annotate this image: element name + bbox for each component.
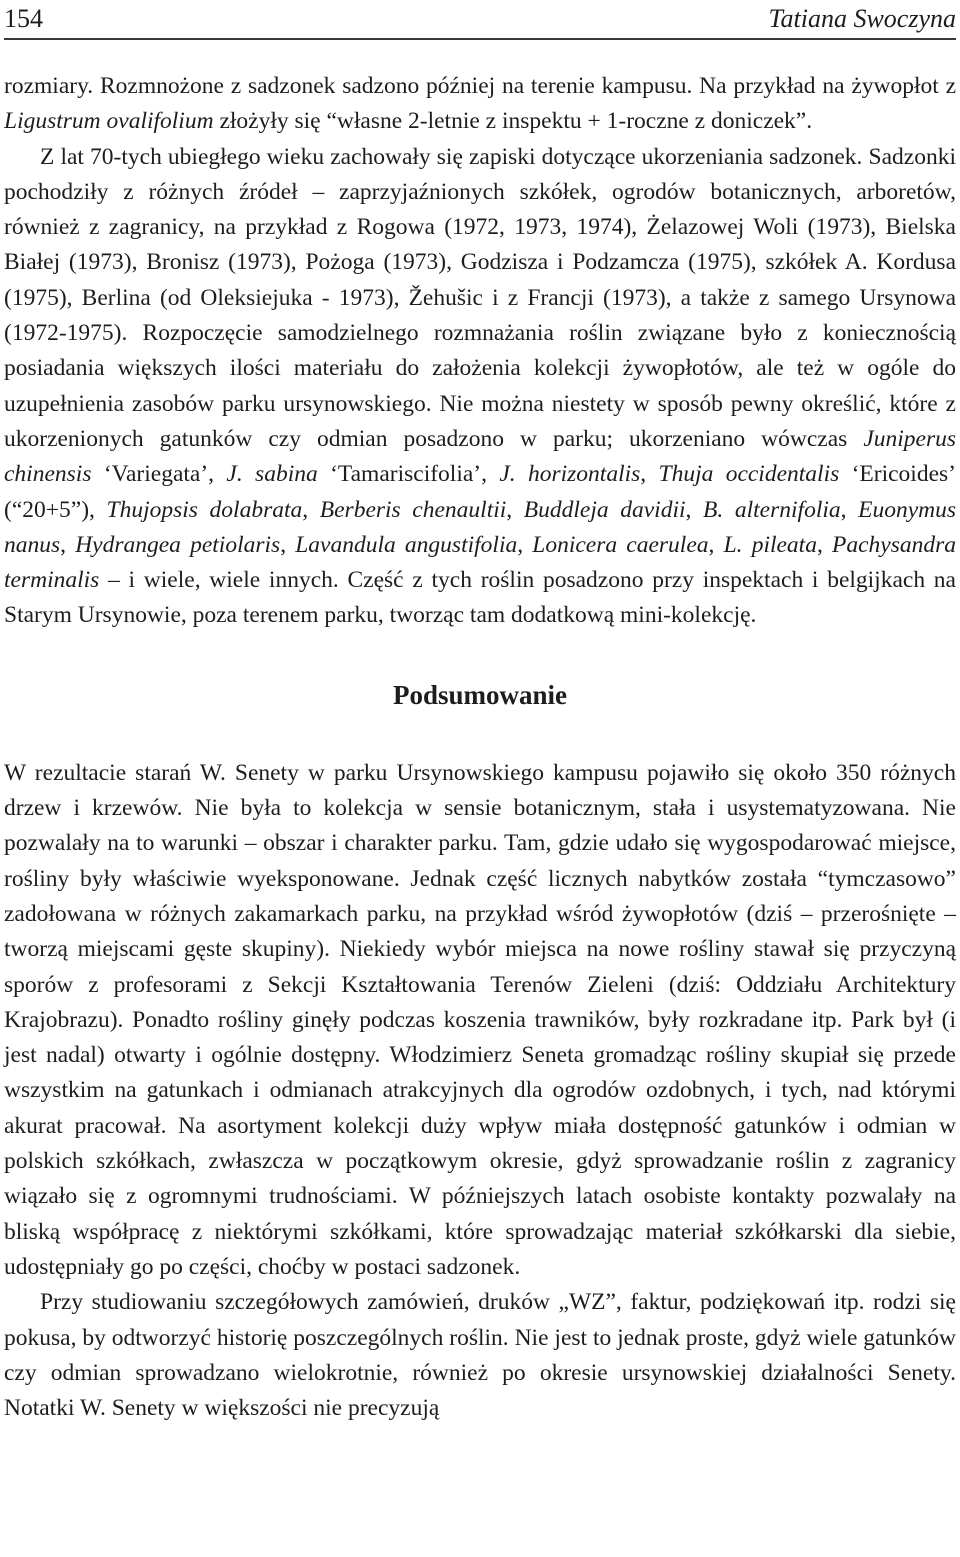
species-name: Berberis chenaultii [319,496,507,523]
body-text [4,69,956,1426]
paragraph: W rezultacie starań W. Senety w parku Ursynowskiego kampusu pojawiło się około 350 różnych drzew i krzewów. Nie była to kolekcja w sensie botanicznym, stała i usystematyzowana. Nie pozwalały na to warunki – obszar i charakter parku. Tam, gdzie udało się wygospodarować miejsce, rośliny były właściwie wyeksponowane. Jednak część licznych nabytków została “tymczasowo” zadołowana w różnych zakamarkach parku, na przykład wśród żywopłotów (dziś – przerośnięte – tworzą miejscami gęste skupiny). Niekiedy wybór miejsca na nowe rośliny stawał się przyczyną sporów z profesorami z Sekcji Kształtowania Terenów Zieleni (dziś: Oddziału Architektury Krajobrazu). Ponadto rośliny ginęły podczas koszenia trawników, były rozkradane itp. Park był (i jest nadal) otwarty i ogólnie dostępny. Włodzimierz Seneta gromadząc rośliny skupiał się przede wszystkim na gatunkach i odmianach atrakcyjnych dla ogrodów ozdobnych, i tych, nad którymi akurat pracował. Na asortyment kolekcji duży wpływ miała dostępność gatunków i odmian w polskich szkółkach, zwłaszcza w początkowym okresie, gdyż sprowadzanie roślin z zagranicy wiązało się z ogromnymi trudnościami. W późniejszych latach osobiste kontakty pozwalały na bliską współpracę z niektórymi szkółkami, które sprowadzając materiał szkółkarski dla siebie, udostępniały go po części, choćby w postaci sadzonek. [4,759,956,1280]
header-rule [4,38,956,40]
species-name: L. pileata [723,531,817,558]
paragraph: rozmiary. Rozmnożone z sadzonek sadzono później na terenie kampusu. Na przykład na żywopłot z Ligustrum ovalifolium złożyły się “własne 2-letnie z inspektu + 1-roczne z doniczek”. [4,73,956,135]
species-name: Buddleja davidii [523,496,686,523]
species-name: Lavandula angustifolia [295,531,518,558]
species-name: Pachysandra terminalis [4,531,957,594]
section-heading: Podsumowanie [392,679,568,710]
species-name: Lonicera caerulea [532,531,709,558]
paragraph: Przy studiowaniu szczegółowych zamówień, druków „WZ”, faktur, podziękowań itp. rodzi się pokusa, by odtworzyć historię poszczególnych roślin. Nie jest to jednak proste, gdyż wiele gatunków czy odmian sprowadzano wielokrotnie, również po okresie ursynowskiej działalności Senety. Notatki W. Senety w większości nie precyzują [4,1289,956,1422]
species-name: Ligustrum ovalifolium [4,108,214,135]
running-author: Tatiana Swoczyna [768,4,956,33]
paragraph: Z lat 70-tych ubiegłego wieku zachowały się zapiski dotyczące ukorzeniania sadzonek. Sadzonki pochodziły z różnych źródeł – zaprzyjaźnionych szkółek, ogrodów botanicznych, arboretów, również z zagranicy, na przykład z Rogowa (1972, 1973, 1974), Żelazowej Woli (1973), Bielska Białej (1973), Bronisz (1973), Pożoga (1973), Godzisza i Podzamcza (1975), szkółek A. Kordusa (1975), Berlina (od Oleksiejuka - 1973), Žehušic i z Francji (1973), a także z samego Ursynowa (1972-1975). Rozpoczęcie samodzielnego rozmnażania roślin związane było z koniecznością posiadania większych ilości materiału do założenia kolekcji żywopłotów, ale też w ogóle do uzupełnienia zasobów parku ursynowskiego. Nie można niestety w sposób pewny określić, które z ukorzenionych gatunków czy odmian posadzono w parku; ukorzeniano wówczas Juniperus chinensis ‘Variegata’, J. sabina ‘Tamariscifolia’, J. horizontalis, Thuja occidentalis ‘Ericoides’ (“20+5”), Thujopsis dolabrata, Berberis chenaultii, Buddleja davidii, B. alternifolia, Euonymus nanus, Hydrangea petiolaris, Lavandula angustifolia, Lonicera caerulea, L. pileata, Pachysandra terminalis – i wiele, wiele innych. Część z tych roślin posadzono przy inspektach i belgijkach na Starym Ursynowie, poza terenem parku, tworząc tam dodatkową mini-kolekcję. [4,143,957,629]
species-name: Juniperus chinensis [4,425,956,488]
running-header [4,2,956,38]
species-name: J. sabina [226,461,318,488]
species-name: J. horizontalis [499,461,641,488]
species-name: Thuja occidentalis [658,461,840,488]
page-number: 154 [4,4,43,33]
species-name: Hydrangea petiolaris [75,531,281,558]
species-name: Thujopsis dolabrata [106,496,303,523]
species-name: B. alternifolia [703,496,841,523]
species-name: Euonymus nanus [4,496,957,558]
